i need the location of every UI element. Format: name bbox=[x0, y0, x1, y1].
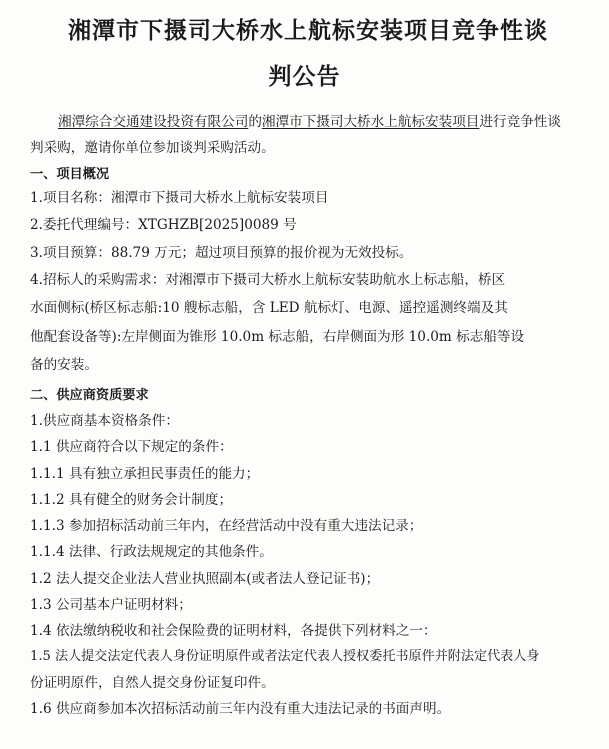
project-name-item: 1.项目名称：湘潭市下摄司大桥水上航标安装项目 bbox=[30, 190, 329, 206]
qualification-item: 1.1.2 具有健全的财务会计制度； bbox=[30, 492, 233, 508]
qualification-item: 1.3 公司基本户证明材料； bbox=[30, 597, 192, 613]
budget-item: 3.项目预算：88.79 万元；超过项目预算的报价视为无效投标。 bbox=[30, 245, 413, 261]
qualification-item: 份证明原件，自然人提交身份证复印件。 bbox=[30, 675, 275, 691]
qualification-item: 1.1.3 参加招标活动前三年内，在经营活动中没有重大违法记录； bbox=[30, 518, 423, 534]
document-title-line2: 判公告 bbox=[268, 64, 341, 90]
qualification-item: 1.5 法人提交法定代表人身份证明原件或者法定代表人授权委托书原件并附法定代表人身 bbox=[30, 649, 540, 664]
agency-number-item: 2.委托代理编号：XTGHZB[2025]0089 号 bbox=[30, 217, 297, 233]
qualification-item: 1.1.1 具有独立承担民事责任的能力； bbox=[30, 466, 260, 482]
qualification-item: 1.1 供应商符合以下规定的条件： bbox=[30, 439, 233, 455]
intro-line2: 判采购，邀请你单位参加谈判采购活动。 bbox=[30, 140, 275, 156]
intro-connector: 的 bbox=[248, 114, 262, 130]
section2-heading: 二、供应商资质要求 bbox=[30, 388, 149, 403]
intro-rest: 进行竞争性谈 bbox=[479, 114, 561, 130]
document-title-line1: 湘潭市下摄司大桥水上航标安装项目竞争性谈 bbox=[68, 18, 548, 44]
intro-line1 bbox=[58, 113, 561, 131]
qualification-item: 1.4 依法缴纳税收和社会保险费的证明材料，各提供下列材料之一： bbox=[30, 623, 437, 639]
section1-heading: 一、项目概况 bbox=[30, 167, 110, 182]
requirements-line: 他配套设备等):左岸侧面为锥形 10.0m 标志船，右岸侧面为形 10.0m 标志船等设 bbox=[30, 329, 525, 345]
qualification-item: 1.6 供应商参加本次招标活动前三年内没有重大违法记录的书面声明。 bbox=[30, 701, 451, 717]
requirements-line: 4.招标人的采购需求：对湘潭市下摄司大桥水上航标安装助航水上标志船，桥区 bbox=[30, 272, 506, 288]
requirements-line: 水面侧标(桥区标志船:10 艘标志船，含 LED 航标灯、电源、遥控遥测终端及其 bbox=[30, 300, 508, 316]
requirements-line: 备的安装。 bbox=[30, 357, 98, 373]
qualification-item: 1.2 法人提交企业法人营业执照副本(或者法人登记证书)； bbox=[30, 571, 380, 587]
qualification-item: 1.供应商基本资格条件： bbox=[30, 413, 179, 429]
project-name-link: 湘潭市下摄司大桥水上航标安装项目 bbox=[261, 114, 480, 130]
purchaser-name: 湘潭综合交通建设投资有限公司 bbox=[58, 114, 249, 130]
qualification-item: 1.1.4 法律、行政法规规定的其他条件。 bbox=[30, 544, 273, 560]
